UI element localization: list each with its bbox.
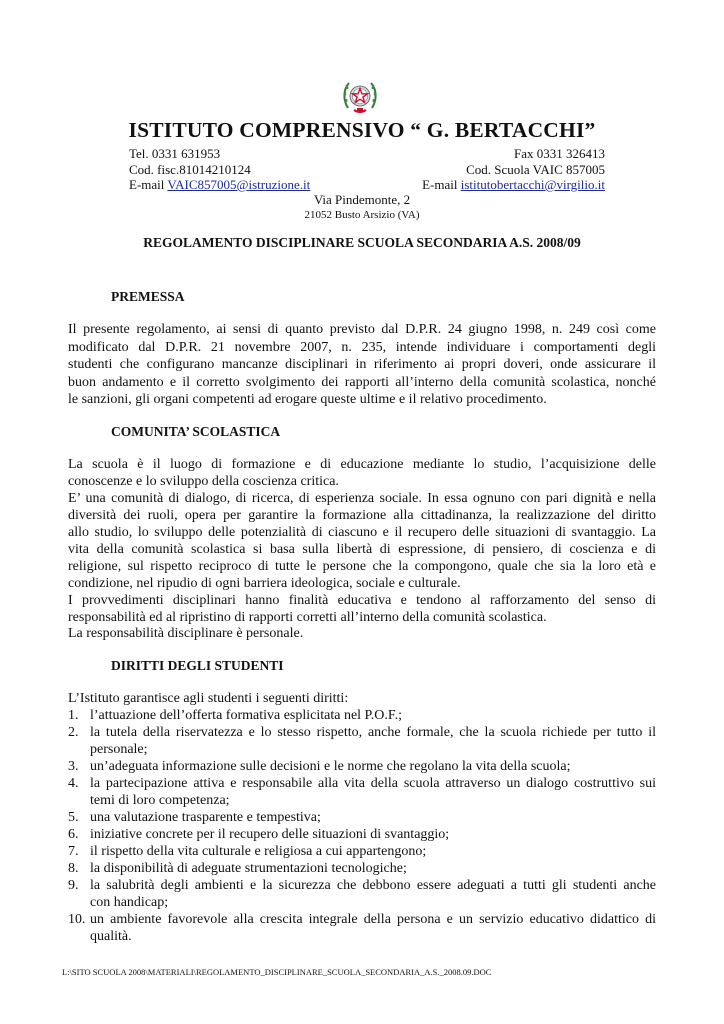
paragraph-line: religione, sul rispetto reciproco di tutte le persone che la compongono, quale che sia la loro età e xyxy=(68,559,656,574)
paragraph-line: allo studio, lo sviluppo delle potenzialità di ciascuno e il recupero delle situazioni di svantaggio. La xyxy=(68,525,656,540)
list-item-number: 4. xyxy=(68,776,79,791)
list-item-number: 8. xyxy=(68,861,79,876)
telephone: Tel. 0331 631953 xyxy=(129,146,221,161)
address-street: Via Pindemonte, 2 xyxy=(313,192,411,207)
list-item: la partecipazione attiva e responsabile alla vita della scuola attraverso un dialogo costruttivo sui xyxy=(90,776,656,791)
list-item: una valutazione trasparente e tempestiva; xyxy=(90,810,321,825)
address-city: 21052 Busto Arsizio (VA) xyxy=(304,209,420,221)
paragraph-line: vita della comunità scolastica si basa sulla libertà di espressione, di pensiero, di coscienza e di xyxy=(68,542,656,557)
paragraph-line: diversità dei ruoli, opera per garantire la formazione alla cittadinanza, la realizzazione del diritto xyxy=(68,508,656,523)
list-item: la tutela della riservatezza e lo stesso rispetto, anche formale, che la scuola richiede per tutto il xyxy=(90,725,656,740)
document-title: REGOLAMENTO DISCIPLINARE SCUOLA SECONDARIA A.S. 2008/09 xyxy=(143,235,581,250)
list-item-number: 3. xyxy=(68,759,79,774)
paragraph-line: Il presente regolamento, ai sensi di quanto previsto dal D.P.R. 24 giugno 1998, n. 249 così come xyxy=(68,322,656,337)
list-item-continuation: qualità. xyxy=(90,929,132,944)
list-item: un’adeguata informazione sulle decisioni e le norme che regolano la vita della scuola; xyxy=(90,759,571,774)
list-item-number: 6. xyxy=(68,827,79,842)
list-item: il rispetto della vita culturale e religiosa a cui appartengono; xyxy=(90,844,427,859)
paragraph-line: La scuola è il luogo di formazione e di educazione mediante lo studio, l’acquisizione delle xyxy=(68,457,656,472)
institute-name: ISTITUTO COMPRENSIVO “ G. BERTACCHI” xyxy=(128,118,596,142)
list-item-number: 1. xyxy=(68,708,79,723)
fax: Fax 0331 326413 xyxy=(514,146,605,161)
header-contact-row xyxy=(129,145,605,162)
school-code: Cod. Scuola VAIC 857005 xyxy=(466,162,605,177)
list-item-number: 10. xyxy=(68,912,86,927)
paragraph-line: condizione, nel ripudio di ogni barriera ideologica, sociale e culturale. xyxy=(68,576,461,591)
list-item: l’attuazione dell’offerta formativa esplicitata nel P.O.F.; xyxy=(90,708,402,723)
paragraph-line: le sanzioni, gli organi competenti ad erogare queste ultime e il relativo procedimento. xyxy=(68,392,547,407)
list-item-number: 9. xyxy=(68,878,79,893)
list-intro: L’Istituto garantisce agli studenti i seguenti diritti: xyxy=(68,691,349,706)
fiscal-code: Cod. fisc.81014210124 xyxy=(129,162,251,177)
republic-emblem-icon xyxy=(340,74,380,118)
paragraph-line: responsabilità ed al ripristino di rapporti corretti all’interno della comunità scolastica. xyxy=(68,610,547,625)
email-link-virgilio[interactable]: istitutobertacchi@virgilio.it xyxy=(460,177,605,192)
paragraph-line: I provvedimenti disciplinari hanno finalità educativa e tendono al rafforzamento del senso di xyxy=(68,593,656,608)
footer-file-path: L:\SITO SCUOLA 2008\MATERIALI\REGOLAMENTO_DISCIPLINARE_SCUOLA_SECONDARIA_A.S._2008.09.DOC xyxy=(62,967,492,977)
list-item-continuation: con handicap; xyxy=(90,895,169,910)
list-item-number: 7. xyxy=(68,844,79,859)
section-heading-diritti: DIRITTI DEGLI STUDENTI xyxy=(111,658,284,673)
email-left: E-mail VAIC857005@istruzione.it xyxy=(129,177,311,192)
paragraph-line: studenti che configurano mancanze disciplinari in riferimento ai propri doveri, onde assicurare il xyxy=(68,357,656,372)
email-right: E-mail istitutobertacchi@virgilio.it xyxy=(422,177,605,192)
paragraph-line: La responsabilità disciplinare è personale. xyxy=(68,626,304,641)
list-item-number: 5. xyxy=(68,810,79,825)
list-item-continuation: temi di loro competenza; xyxy=(90,793,230,808)
section-heading-comunita: COMUNITA’ SCOLASTICA xyxy=(111,424,281,439)
list-item: la disponibilità di adeguate strumentazioni tecnologiche; xyxy=(90,861,407,876)
paragraph-line: buon andamento e il corretto svolgimento dei rapporti all’interno della comunità scolastica, nonché xyxy=(68,375,656,390)
list-item-number: 2. xyxy=(68,725,79,740)
list-item: la salubrità degli ambienti e la sicurezza che debbono essere adeguati a tutti gli studenti anche xyxy=(90,878,656,893)
email-link-istruzione[interactable]: VAIC857005@istruzione.it xyxy=(167,177,311,192)
paragraph-line: modificato dal D.P.R. 21 novembre 2007, n. 235, intende individuare i comportamenti degli xyxy=(68,340,656,355)
list-item: un ambiente favorevole alla crescita integrale della persona e un servizio educativo didattico di xyxy=(90,912,656,927)
list-item-continuation: personale; xyxy=(90,742,148,757)
list-item: iniziative concrete per il recupero delle situazioni di svantaggio; xyxy=(90,827,450,842)
section-heading-premessa: PREMESSA xyxy=(111,289,185,304)
paragraph-line: conoscenze e lo sviluppo della coscienza critica. xyxy=(68,474,339,489)
header-email-row xyxy=(129,176,605,193)
paragraph-line: E’ una comunità di dialogo, di ricerca, di esperienza sociale. In essa ognuno con pari dignità e nella xyxy=(68,491,656,506)
